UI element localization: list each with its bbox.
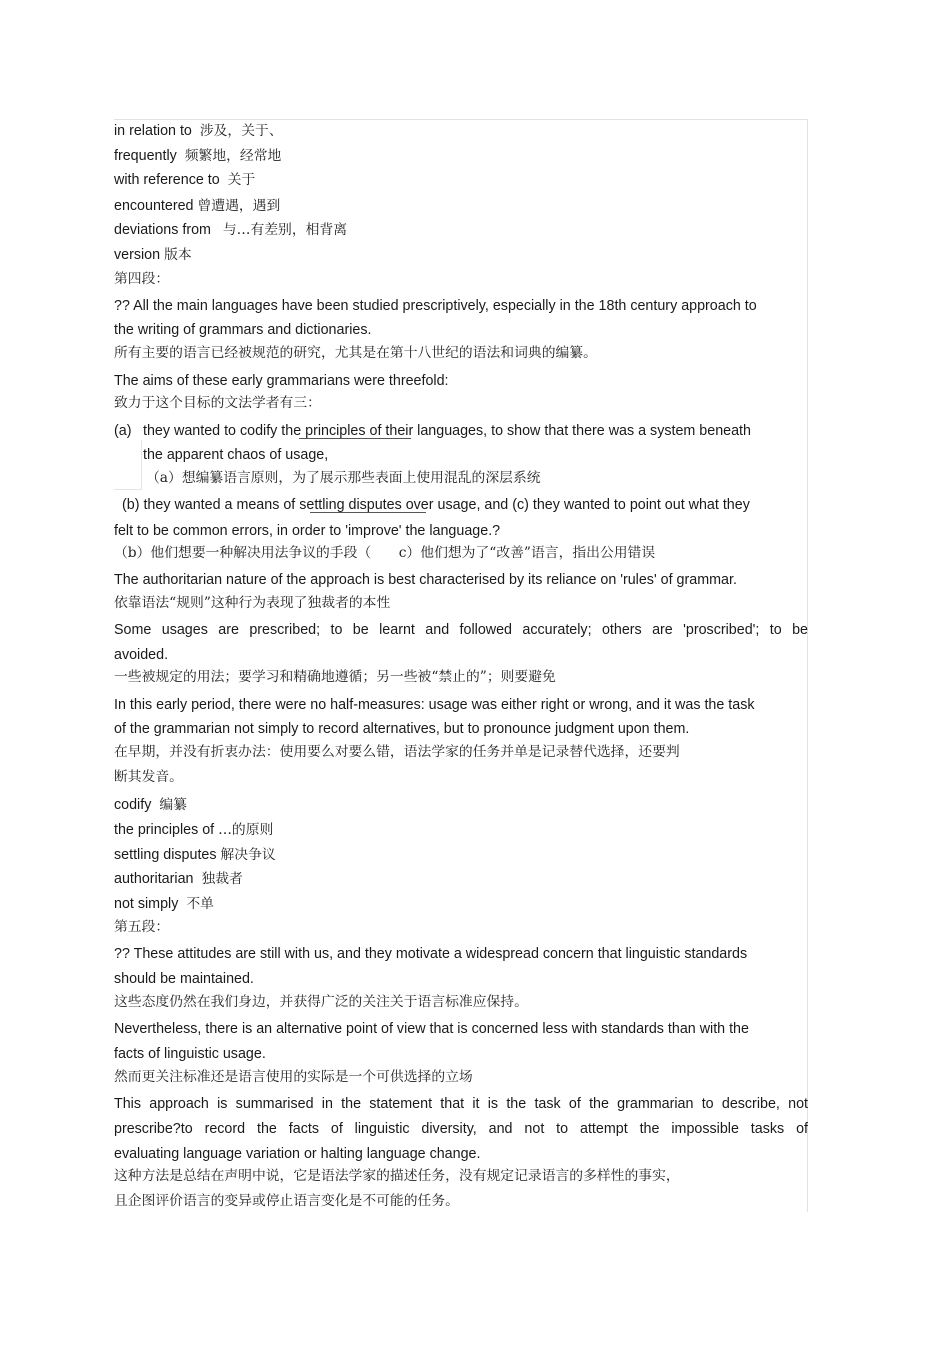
english-sentence: should be maintained.	[114, 971, 254, 987]
chinese-translation: 致力于这个目标的文法学者有三：	[114, 395, 321, 411]
vocab-item: codify 编纂	[114, 797, 187, 813]
vocab-item: encountered 曾遭遇，遇到	[114, 198, 281, 214]
section-heading: 第五段：	[114, 919, 170, 935]
english-sentence: the apparent chaos of usage,	[143, 447, 329, 463]
english-sentence: they wanted to codify the principles of their languages, to show that there was a system beneath	[143, 423, 751, 439]
vocab-item: in relation to 涉及，关于、	[114, 123, 283, 139]
chinese-translation: （a）想编纂语言原则，为了展示那些表面上使用混乱的深层系统	[146, 470, 541, 486]
english-sentence: evaluating language variation or halting language change.	[114, 1146, 481, 1162]
english-sentence: This approach is summarised in the statement that it is the task of the grammarian to describe, not	[114, 1096, 808, 1112]
vocab-item: the principles of …的原则	[114, 822, 274, 838]
vocab-item: not simply 不单	[114, 896, 214, 912]
chinese-translation: 所有主要的语言已经被规范的研究，尤其是在第十八世纪的语法和词典的编纂。	[114, 345, 597, 361]
english-sentence: Nevertheless, there is an alternative point of view that is concerned less with standards than with the	[114, 1021, 749, 1037]
vocab-item: with reference to 关于	[114, 172, 256, 188]
english-sentence: avoided.	[114, 647, 169, 663]
english-sentence: The authoritarian nature of the approach is best characterised by its reliance on 'rules' of grammar.	[114, 572, 737, 588]
chinese-translation: （b）他们想要一种解决用法争议的手段（ c）他们想为了“改善”语言，指出公用错误	[114, 545, 656, 561]
chinese-translation: 一些被规定的用法；要学习和精确地遵循；另一些被“禁止的”；则要避免	[114, 669, 556, 685]
chinese-translation: 在早期，并没有折衷办法：使用要么对要么错，语法学家的任务并单是记录替代选择，还要判	[114, 744, 680, 760]
chinese-translation: 且企图评价语言的变异或停止语言变化是不可能的任务。	[114, 1193, 459, 1209]
english-sentence: the writing of grammars and dictionaries.	[114, 322, 372, 338]
english-sentence: (b) they wanted a means of settling disputes over usage, and (c) they wanted to point out what they	[122, 497, 750, 513]
english-sentence: In this early period, there were no half-measures: usage was either right or wrong, and it was the task	[114, 697, 755, 713]
chinese-translation: 然而更关注标准还是语言使用的实际是一个可供选择的立场	[114, 1069, 473, 1085]
english-sentence: Some usages are prescribed; to be learnt and followed accurately; others are 'proscribed'; to be	[114, 622, 808, 638]
english-sentence: felt to be common errors, in order to 'improve' the language.?	[114, 523, 501, 539]
vocab-item: authoritarian 独裁者	[114, 871, 243, 887]
chinese-translation: 这种方法是总结在声明中说，它是语法学家的描述任务，没有规定记录语言的多样性的事实，	[114, 1168, 680, 1184]
chinese-translation: 断其发音。	[114, 769, 183, 785]
english-sentence: prescribe?to record the facts of linguistic diversity, and not to attempt the impossible tasks of	[114, 1121, 808, 1137]
vocab-item: deviations from 与…有差别，相背离	[114, 222, 348, 238]
english-sentence: ?? These attitudes are still with us, and they motivate a widespread concern that linguistic standards	[114, 946, 748, 962]
vocab-item: frequently 频繁地，经常地	[114, 148, 282, 164]
list-item-label: (a)	[114, 423, 132, 439]
english-sentence: The aims of these early grammarians were threefold:	[114, 373, 449, 389]
chinese-translation: 这些态度仍然在我们身边，并获得广泛的关注关于语言标准应保持。	[114, 994, 528, 1010]
underline-mark	[310, 512, 426, 513]
vocab-item: version 版本	[114, 247, 192, 263]
section-heading: 第四段：	[114, 271, 170, 287]
indent-box	[114, 440, 142, 490]
underline-mark	[299, 438, 411, 439]
english-sentence: ?? All the main languages have been studied prescriptively, especially in the 18th century approach to	[114, 298, 757, 314]
chinese-translation: 依靠语法“规则”这种行为表现了独裁者的本性	[114, 595, 391, 611]
english-sentence: of the grammarian not simply to record alternatives, but to pronounce judgment upon them.	[114, 721, 690, 737]
english-sentence: facts of linguistic usage.	[114, 1046, 266, 1062]
vocab-item: settling disputes 解决争议	[114, 847, 276, 863]
